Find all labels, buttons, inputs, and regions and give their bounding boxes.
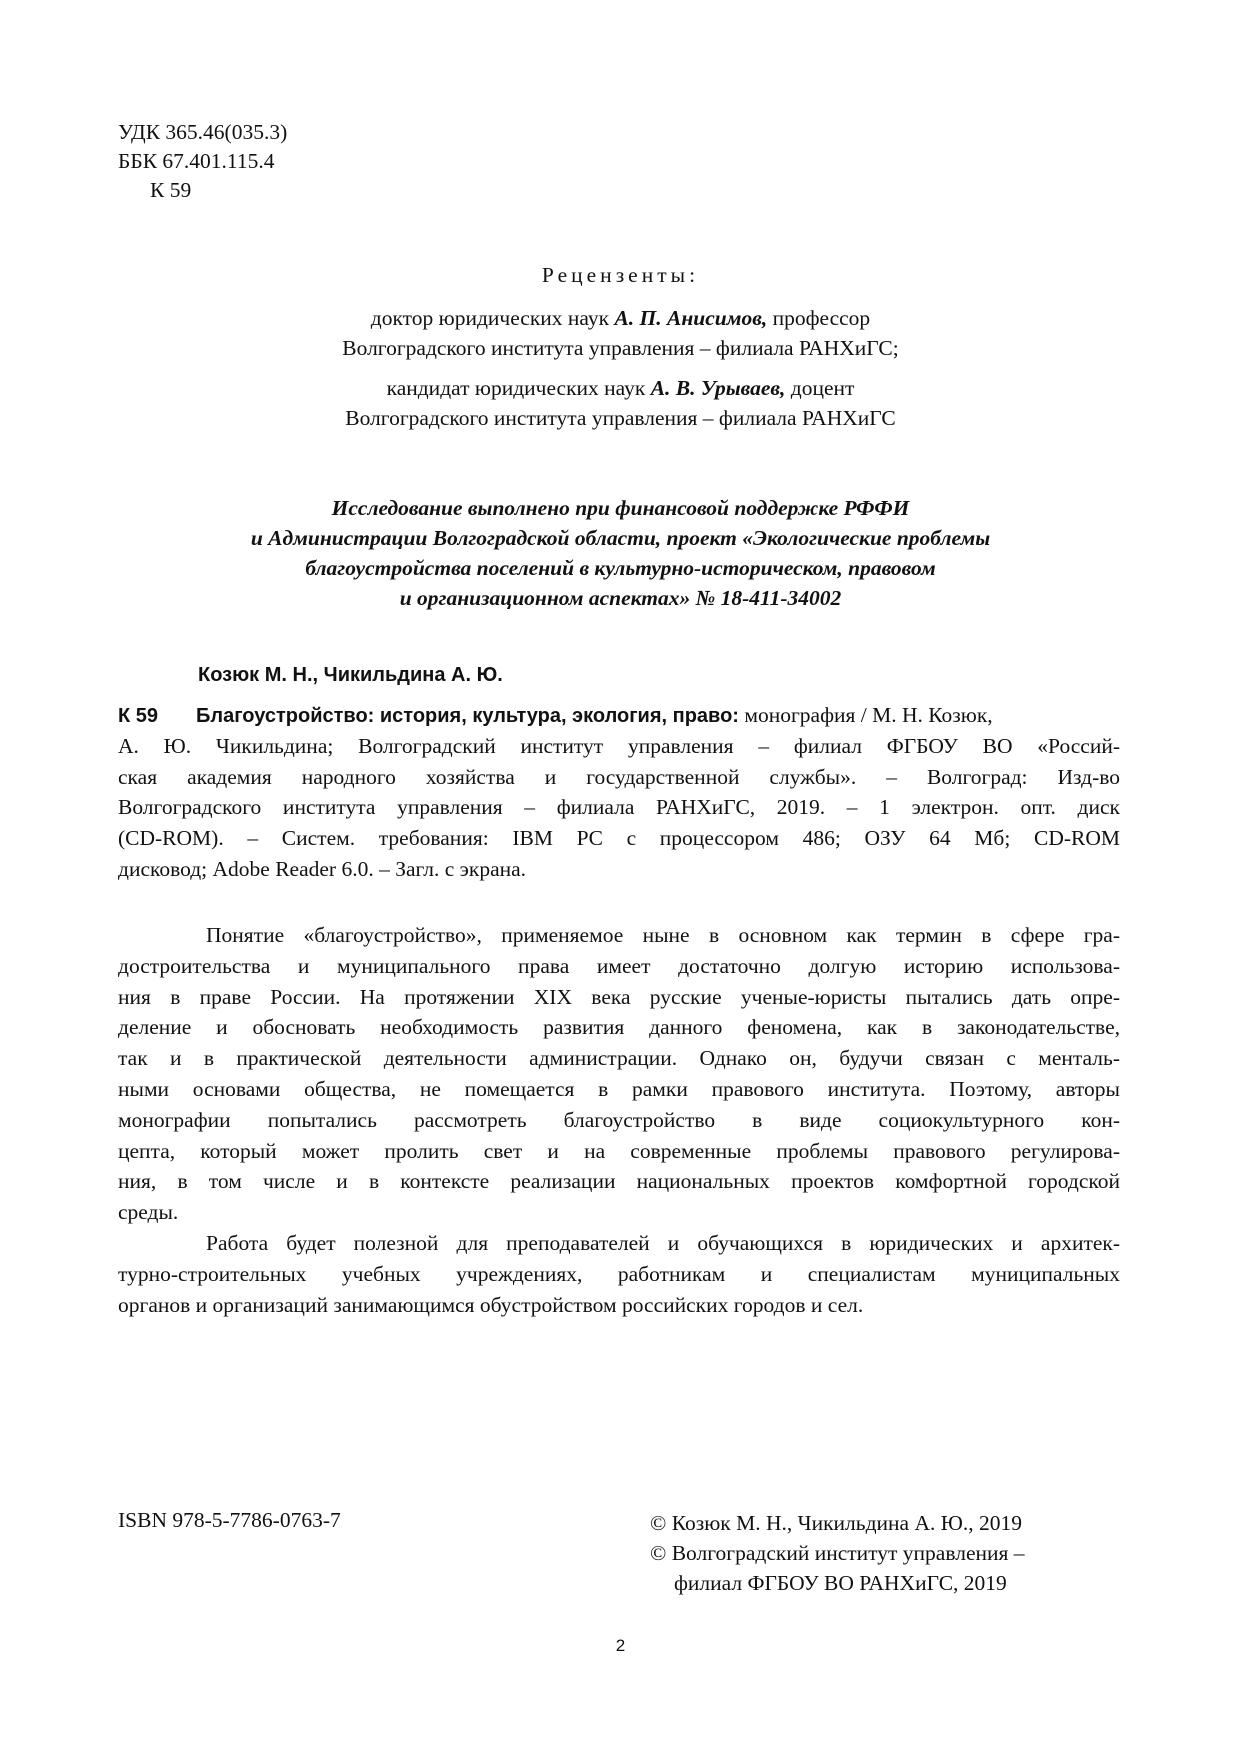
funding-line: и Администрации Волгоградской области, проект «Экологические проблемы	[250, 526, 991, 550]
udk-code: УДК 365.46(035.3)	[118, 120, 288, 144]
classification-codes	[118, 118, 287, 205]
catalog-line: А. Ю. Чикильдина; Волгоградский институт управления – филиал ФГБОУ ВО «Россий-	[118, 733, 1120, 758]
reviewer-1-title: профессор	[767, 306, 871, 330]
catalog-record	[118, 700, 1120, 885]
copyright-institute-cont: филиал ФГБОУ ВО РАНХиГС, 2019	[674, 1571, 1007, 1595]
reviewer-1	[0, 303, 1241, 363]
bbk-code: ББК 67.401.115.4	[118, 149, 275, 173]
abstract-line: ния в праве России. На протяжении XIX века русские ученые-юристы пытались дать опре-	[118, 984, 1120, 1009]
catalog-line: (CD-ROM). – Систем. требования: IBM PC с процессором 486; ОЗУ 64 Мб; CD-ROM	[118, 826, 1120, 851]
abstract-line: деление и обосновать необходимость развития данного феномена, как в законодательстве,	[118, 1015, 1120, 1040]
abstract-line: органов и организаций занимающимся обустройством российских городов и сел.	[118, 1292, 864, 1317]
reviewer-1-org: Волгоградского института управления – филиала РАНХиГС;	[342, 336, 899, 360]
copyright-institute: © Волгоградский институт управления –	[650, 1541, 1025, 1565]
catalog-first-rest: монография / М. Н. Козюк,	[738, 703, 993, 727]
abstract-line: ния, в том числе и в контексте реализации национальных проектов комфортной городской	[118, 1169, 1120, 1194]
abstract-line: турно-строительных учебных учреждениях, работникам и специалистам муниципальных	[118, 1261, 1120, 1286]
author-mark: К 59	[150, 178, 192, 202]
catalog-cipher: К 59	[118, 705, 159, 727]
abstract-line: Работа будет полезной для преподавателей и обучающихся в юридических и архитек-	[206, 1230, 1120, 1255]
catalog-line: Волгоградского института управления – филиала РАНХиГС, 2019. – 1 электрон. опт. диск	[118, 795, 1120, 820]
page-number: 2	[615, 1636, 626, 1655]
funding-note	[0, 493, 1241, 613]
abstract-line: цепта, который может пролить свет и на современные проблемы правового регулирова-	[118, 1138, 1120, 1163]
catalog-line: дисковод; Adobe Reader 6.0. – Загл. с экрана.	[118, 856, 527, 881]
reviewer-2	[0, 373, 1241, 433]
funding-line: и организационном аспектах» № 18-411-34002	[399, 586, 842, 610]
reviewer-2-degree: кандидат юридических наук	[386, 376, 651, 400]
abstract-line: Понятие «благоустройство», применяемое ныне в основном как термин в сфере гра-	[206, 923, 1120, 947]
abstract-line: ными основами общества, не помещается в рамки правового института. Поэтому, авторы	[118, 1076, 1120, 1101]
reviewers-heading: Рецензенты:	[541, 263, 700, 287]
reviewer-2-title: доцент	[785, 376, 855, 400]
abstract-line: монографии попытались рассмотреть благоустройство в виде социокультурного кон-	[118, 1107, 1120, 1132]
abstract-line: так и в практической деятельности администрации. Однако он, будучи связан с менталь-	[118, 1046, 1120, 1071]
abstract	[118, 920, 1120, 1320]
catalog-title: Благоустройство: история, культура, экология, право:	[196, 705, 739, 727]
copyright-authors: © Козюк М. Н., Чикильдина А. Ю., 2019	[650, 1511, 1022, 1535]
funding-line: Исследование выполнено при финансовой поддержке РФФИ	[331, 496, 910, 520]
isbn: ISBN 978-5-7786-0763-7	[118, 1508, 341, 1532]
reviewer-1-degree: доктор юридических наук	[370, 306, 615, 330]
copyright-block	[650, 1508, 1025, 1598]
funding-line: благоустройства поселений в культурно-историческом, правовом	[305, 556, 936, 580]
reviewer-1-name: А. П. Анисимов,	[614, 306, 768, 330]
catalog-line: ская академия народного хозяйства и государственной службы». – Волгоград: Изд-во	[118, 764, 1120, 789]
abstract-line: достроительства и муниципального права имеет достаточно долгую историю использова-	[118, 953, 1120, 978]
abstract-line: среды.	[118, 1200, 179, 1225]
reviewer-2-org: Волгоградского института управления – филиала РАНХиГС	[345, 406, 896, 430]
reviewer-2-name: А. В. Урываев,	[650, 376, 786, 400]
catalog-authors: Козюк М. Н., Чикильдина А. Ю.	[198, 664, 503, 686]
